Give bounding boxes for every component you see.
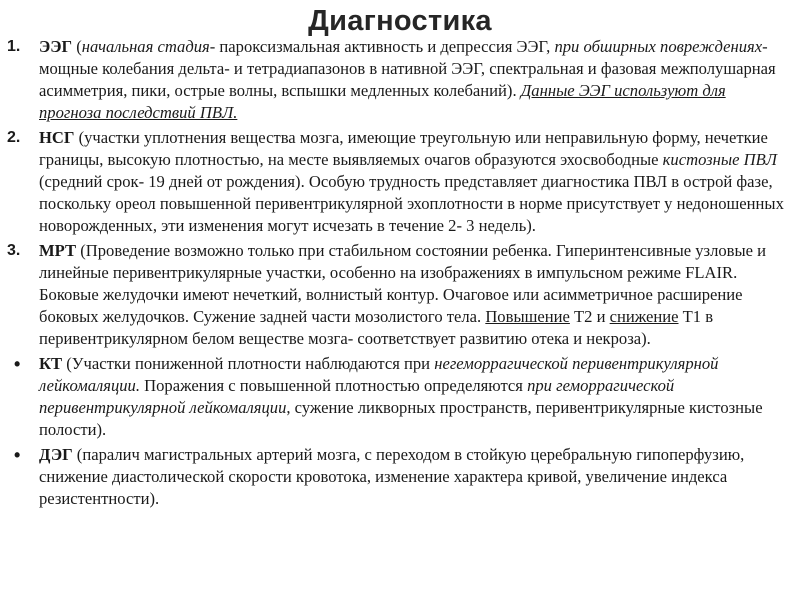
- text-segment: (Проведение возможно только при стабильном состоянии ребенка. Гиперинтенсивные узловые и линейные перивентрикулярные участки, особенно на изображениях в импульсном режиме FLAIR. Боковые желудочки имеют нечеткий, волнистый контур. Очаговое или асимметричное расширение боковых желудочков. Сужение задней части мозолистого тела.: [39, 241, 767, 326]
- keyword-deg: ДЭГ: [39, 445, 73, 464]
- diagnostics-list: [0, 36, 800, 513]
- text-segment: - мощные колебания дельта- и тетрадиапазонов в нативной ЭЭГ, спектральная и фазовая межполушарная асимметрия, пики, острые волны, вспышки медленных колебаний).: [39, 37, 776, 100]
- italic-segment: начальная стадия: [81, 37, 210, 56]
- bullet-icon: •: [14, 354, 21, 374]
- text-segment: (паралич магистральных артерий мозга, с переходом в стойкую церебральную гипоперфузию, снижение диастолической скорости кровотока, изменение характера кривой, увеличение индекса резистентности).: [39, 445, 745, 508]
- list-number: 2.: [7, 129, 21, 146]
- underlined-segment: снижение: [609, 307, 679, 326]
- text-segment: (: [72, 37, 82, 56]
- list-item-eeg: [0, 36, 800, 124]
- italic-segment: негеморрагической перивентрикулярной лейкомаляции.: [39, 354, 719, 395]
- underlined-segment: Повышение: [485, 307, 570, 326]
- text-segment: - пароксизмальная активность и депрессия ЭЭГ,: [209, 37, 555, 56]
- text-segment: (средний срок- 19 дней от рождения). Особую трудность представляет диагностика ПВЛ в острой фазе, поскольку ореол повышенной перивентрикулярной эхоплотности в норме присутствует у недоношенных новорожденных, эти изменения могут исчезать в течение 2- 3 недель).: [39, 172, 784, 235]
- keyword-eeg: ЭЭГ: [39, 37, 73, 56]
- underlined-note: Данные ЭЭГ используют для прогноза последствий ПВЛ.: [39, 81, 726, 122]
- list-item-nsg: [0, 127, 800, 237]
- list-item-deg: [0, 444, 800, 510]
- text-segment: (участки уплотнения вещества мозга, имеющие треугольную или неправильную форму, нечеткие границы, высокую плотностью, на месте выявляемых очагов образуются эхосвободные: [39, 128, 768, 169]
- text-segment: (Участки пониженной плотности наблюдаются при: [62, 354, 435, 373]
- italic-segment: кистозные ПВЛ: [662, 150, 777, 169]
- list-number: 3.: [7, 242, 21, 259]
- text-segment: Т1 в перивентрикулярном белом веществе мозга- соответствует развитию отека и некроза).: [39, 307, 714, 348]
- text-segment: Поражения с повышенной плотностью определяются: [139, 376, 528, 395]
- text-segment: Т2 и: [569, 307, 610, 326]
- keyword-mrt: МРТ: [39, 241, 77, 260]
- italic-segment: при обширных повреждениях: [554, 37, 763, 56]
- keyword-ct: КТ: [39, 354, 63, 373]
- keyword-nsg: НСГ: [39, 128, 75, 147]
- list-item-ct: [0, 353, 800, 441]
- italic-segment: при геморрагической перивентрикулярной лейкомаляции: [39, 376, 675, 417]
- text-segment: , сужение ликворных пространств, перивентрикулярные кистозные полости).: [39, 398, 763, 439]
- list-item-mrt: [0, 240, 800, 350]
- slide-title: Диагностика: [308, 5, 492, 37]
- bullet-icon: •: [14, 445, 21, 465]
- list-number: 1.: [7, 38, 21, 55]
